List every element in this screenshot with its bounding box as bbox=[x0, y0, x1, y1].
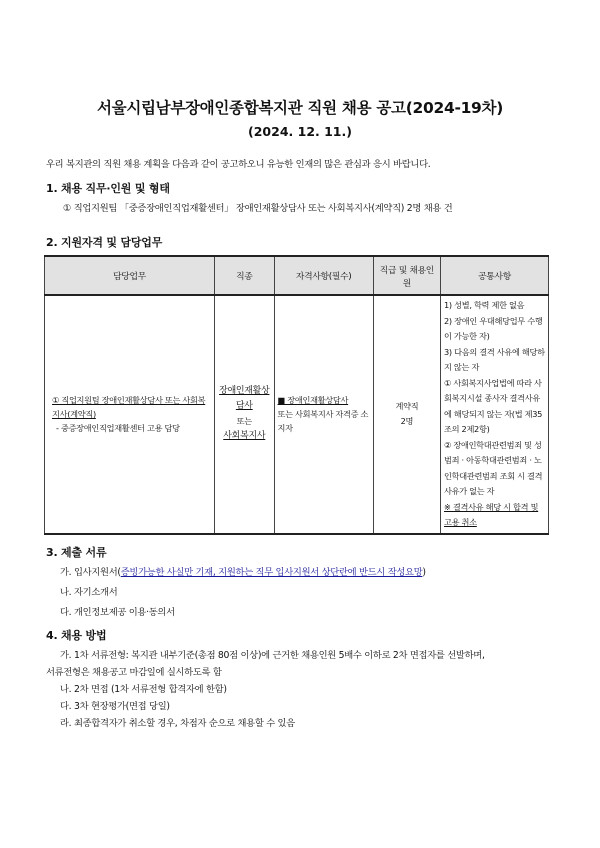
job-type-1: 장애인재활상담사 bbox=[219, 386, 270, 412]
method-item: 나. 2차 면접 (1차 서류전형 합격자에 한함) bbox=[60, 684, 227, 695]
header-job-type: 직종 bbox=[215, 256, 275, 295]
section-1-heading: 1. 채용 직무·인원 및 형태 bbox=[46, 182, 170, 195]
section-3-heading: 3. 제출 서류 bbox=[46, 546, 107, 559]
document-note: 증빙가능한 사실만 기재, 지원하는 직무 입사지원서 상단란에 반드시 작성요망 bbox=[120, 567, 423, 578]
method-item: 서류전형은 채용공고 마감일에 실시하도록 함 bbox=[46, 667, 222, 678]
section-4-heading: 4. 채용 방법 bbox=[46, 629, 107, 642]
method-item: 다. 3차 현장평가(면접 당일) bbox=[60, 701, 170, 712]
document-item-1 bbox=[60, 564, 426, 578]
qualification-2: 또는 사회복지사 자격증 소지자 bbox=[277, 409, 369, 434]
rank-cell bbox=[373, 295, 440, 534]
common-item: 2) 장애인 우대해당업무 수행이 가능한 자) bbox=[444, 315, 543, 341]
common-item: ② 장애인학대관련범죄 및 성범죄 · 아동학대관련범죄 · 노인학대관련범죄 조회 시 결격사유가 없는 자 bbox=[444, 439, 543, 496]
document-item-3: 다. 개인정보제공 이용·동의서 bbox=[60, 607, 175, 618]
announcement-date: (2024. 12. 11.) bbox=[248, 124, 352, 139]
duty-title: ① 직업지원팀 장애인재활상담사 또는 사회복지사(계약직) bbox=[52, 395, 206, 420]
table-row bbox=[45, 295, 549, 534]
intro-text: 우리 복지관의 직원 채용 계획을 다음과 같이 공고하오니 유능한 인재의 많은 관심과 응시 바랍니다. bbox=[46, 159, 431, 170]
document-item-2: 나. 자기소개서 bbox=[60, 587, 118, 598]
common-item: ① 사회복지사업법에 따라 사회복지시설 종사자 결격사유에 해당되지 않는 자(법 제35조의 2제2항) bbox=[444, 377, 543, 434]
document-item-1-suffix: ) bbox=[422, 567, 426, 578]
job-type-2: 사회복지사 bbox=[223, 431, 266, 442]
common-item: ※ 결격사유 해당 시 합격 및 고용 취소 bbox=[444, 501, 539, 527]
rank: 계약직 bbox=[395, 401, 419, 412]
document-item-1-prefix: 가. 입사지원서( bbox=[60, 567, 121, 578]
common-item: 1) 성별, 학력 제한 없음 bbox=[444, 300, 525, 310]
duty-sub: - 중증장애인직업재활센터 고용 담당 bbox=[56, 423, 180, 434]
method-item: 라. 최종합격자가 취소할 경우, 차점자 순으로 채용할 수 있음 bbox=[60, 718, 295, 729]
header-rank: 직급 및 채용인원 bbox=[373, 256, 440, 295]
job-type-cell bbox=[215, 295, 275, 534]
qualification-1: ■ 장애인재활상담사 bbox=[277, 395, 349, 406]
header-duty: 담당업무 bbox=[45, 256, 215, 295]
header-qualification: 자격사항(필수) bbox=[274, 256, 373, 295]
qualification-cell bbox=[274, 295, 373, 534]
header-common: 공통사항 bbox=[441, 256, 549, 295]
method-item: 가. 1차 서류전형: 복지관 내부기준(총점 80점 이상)에 근거한 채용인원 5배수 이하로 2차 면접자를 선발하며, bbox=[60, 650, 485, 661]
page-title: 서울시립남부장애인종합복지관 직원 채용 공고(2024-19차) bbox=[96, 99, 504, 117]
common-item: 3) 다음의 결격 사유에 해당하지 않는 자 bbox=[444, 346, 545, 372]
section-2-heading: 2. 지원자격 및 담당업무 bbox=[46, 236, 163, 249]
job-type-or: 또는 bbox=[236, 416, 252, 427]
table-header-row bbox=[45, 256, 549, 295]
duty-cell bbox=[45, 295, 215, 534]
qualification-table bbox=[44, 255, 549, 535]
section-1-line: ① 직업지원팀 「중증장애인직업재활센터」 장애인재활상담사 또는 사회복지사(계약직) 2명 채용 건 bbox=[63, 203, 453, 214]
hire-count: 2명 bbox=[400, 416, 414, 427]
common-cell bbox=[441, 295, 549, 534]
